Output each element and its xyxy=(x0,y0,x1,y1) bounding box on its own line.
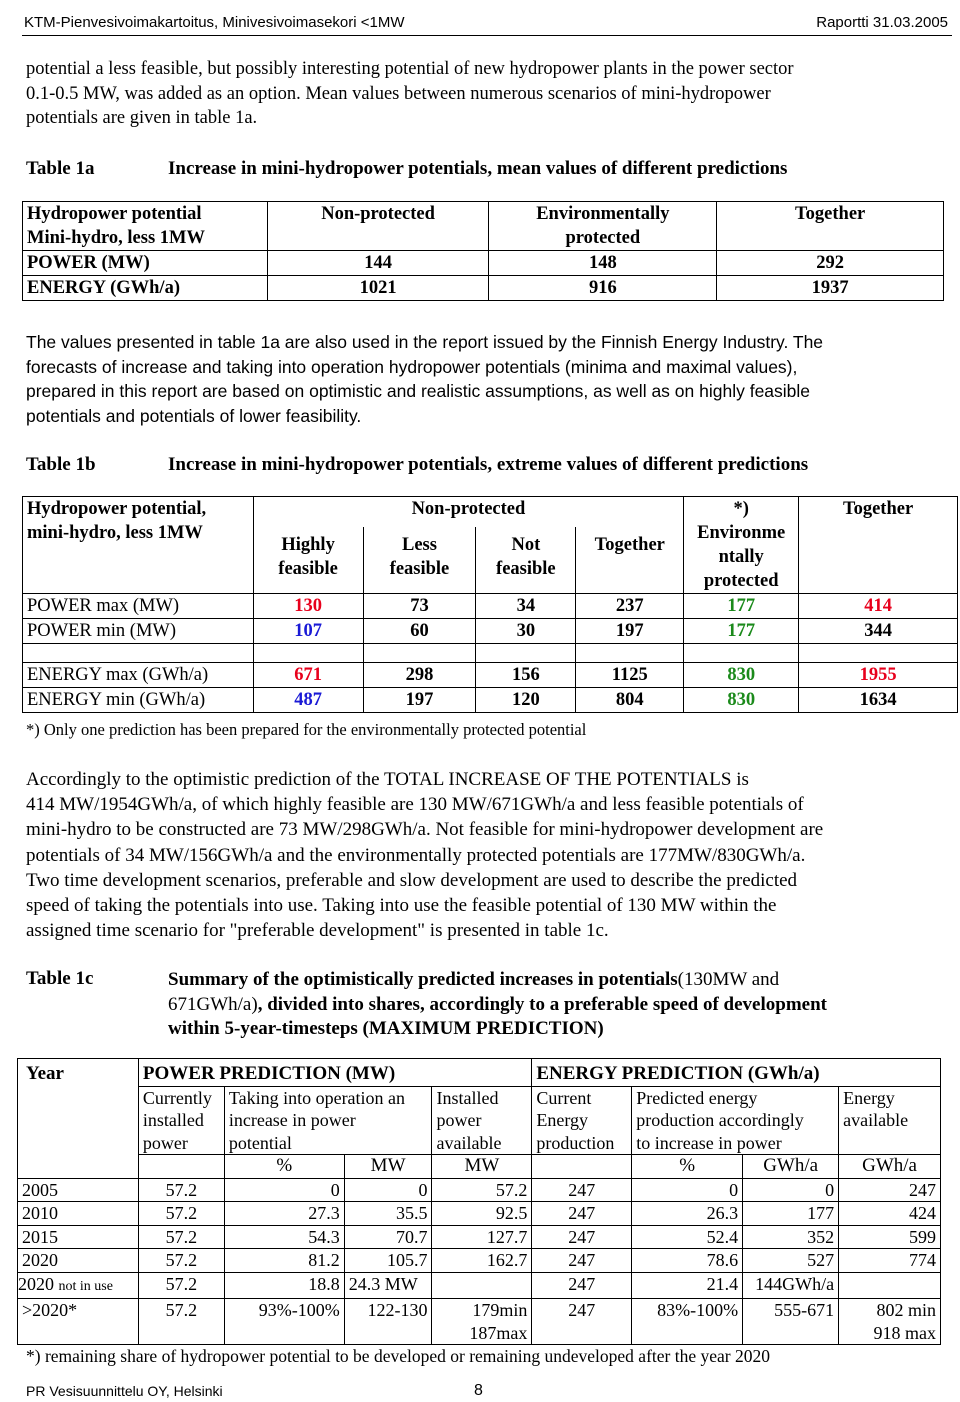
table-cell: 177 xyxy=(684,594,799,619)
table-cell: 179min 187max xyxy=(432,1299,532,1345)
table-cell: 78.6 xyxy=(632,1249,743,1273)
table-header-row xyxy=(23,202,944,251)
header-cell: Current Energy production xyxy=(532,1086,632,1155)
table-cell xyxy=(839,1272,941,1299)
table-cell: 27.3 xyxy=(224,1202,344,1226)
header-cell: Currently installed power xyxy=(138,1086,224,1155)
unit-cell: GWh/a xyxy=(743,1155,839,1179)
table-spacer-row xyxy=(23,644,958,663)
row-label: POWER min (MW) xyxy=(23,619,254,644)
table-cell: 70.7 xyxy=(344,1225,432,1249)
table-cell: 599 xyxy=(839,1225,941,1249)
table-cell: 83%-100% xyxy=(632,1299,743,1345)
page-number: 8 xyxy=(474,1382,483,1399)
table-cell: 57.2 xyxy=(138,1299,224,1345)
table-row xyxy=(18,1225,941,1249)
table-cell: 162.7 xyxy=(432,1249,532,1273)
table-cell: 30 xyxy=(476,619,576,644)
table-cell: 57.2 xyxy=(138,1272,224,1299)
table-cell: 177 xyxy=(743,1202,839,1226)
year-cell: 2020 xyxy=(18,1249,139,1273)
table-cell: 57.2 xyxy=(138,1178,224,1202)
table-cell: 57.2 xyxy=(432,1178,532,1202)
footer-company: PR Vesisuunnittelu OY, Helsinki xyxy=(26,1383,223,1399)
header-date: Raportti 31.03.2005 xyxy=(816,14,948,31)
table-header-row xyxy=(23,497,958,527)
table-row xyxy=(23,688,958,713)
table-cell: 247 xyxy=(839,1178,941,1202)
table1c-footnote: *) remaining share of hydropower potential to be developed or remaining undeveloped after the year 2020 xyxy=(26,1346,770,1366)
unit-cell: GWh/a xyxy=(839,1155,941,1179)
table-cell: 830 xyxy=(684,688,799,713)
body-paragraph xyxy=(26,330,941,428)
table-cell: 73 xyxy=(363,594,476,619)
row-label: ENERGY (GWh/a) xyxy=(23,276,268,301)
table1b-footnote: *) Only one prediction has been prepared for the environmentally protected potential xyxy=(26,720,587,739)
text-line: 414 MW/1954GWh/a, of which highly feasible are 130 MW/671GWh/a and less feasible potentials of xyxy=(26,794,804,816)
header-title: KTM-Pienvesivoimakartoitus, Minivesivoimasekori <1MW xyxy=(24,14,405,31)
table-cell: 122-130 xyxy=(344,1299,432,1345)
table-subheader-row xyxy=(18,1086,941,1155)
table-cell: 54.3 xyxy=(224,1225,344,1249)
table-cell: 237 xyxy=(576,594,684,619)
text-line: potential a less feasible, but possibly interesting potential of new hydropower plants in the power sector xyxy=(26,59,794,79)
header-cell: Together xyxy=(717,202,944,251)
table-cell: 92.5 xyxy=(432,1202,532,1226)
year-cell: 2005 xyxy=(18,1178,139,1202)
table-1a xyxy=(22,201,944,301)
table-cell: 247 xyxy=(532,1249,632,1273)
table-cell: 298 xyxy=(363,663,476,688)
table-cell: 1937 xyxy=(717,276,944,301)
body-paragraph xyxy=(26,767,941,943)
table-cell: 424 xyxy=(839,1202,941,1226)
header-cell: Environmentally protected xyxy=(489,202,717,251)
header-cell: Not feasible xyxy=(476,527,576,594)
table-cell: 148 xyxy=(489,251,717,276)
table-cell: 197 xyxy=(363,688,476,713)
table-cell: 156 xyxy=(476,663,576,688)
text-line: forecasts of increase and taking into operation hydropower potentials (minima and maximal values), xyxy=(26,356,798,377)
unit-cell: % xyxy=(224,1155,344,1179)
text-line: potentials are given in table 1a. xyxy=(26,108,258,128)
text-line: Two time development scenarios, preferable and slow development are used to describe the predicted xyxy=(26,869,798,891)
table-cell: 247 xyxy=(532,1299,632,1345)
intro-paragraph xyxy=(26,57,941,131)
text-line: speed of taking the potentials into use. Taking into use the feasible potential of 130 MW within the xyxy=(26,895,777,917)
table-cell: 34 xyxy=(476,594,576,619)
unit-cell: MW xyxy=(432,1155,532,1179)
header-rule xyxy=(22,35,952,36)
table-cell: 105.7 xyxy=(344,1249,432,1273)
header-cell: Year xyxy=(18,1059,139,1179)
table-cell: 247 xyxy=(532,1225,632,1249)
table-cell: 527 xyxy=(743,1249,839,1273)
text-line: prepared in this report are based on optimistic and realistic assumptions, as well as on highly feasible xyxy=(26,381,811,401)
table-cell: 1634 xyxy=(799,688,958,713)
table-cell: 344 xyxy=(799,619,958,644)
header-cell: Highly feasible xyxy=(253,527,363,594)
table-cell: 487 xyxy=(253,688,363,713)
table-row xyxy=(18,1202,941,1226)
table-row xyxy=(23,251,944,276)
table-cell: 35.5 xyxy=(344,1202,432,1226)
table-cell: 292 xyxy=(717,251,944,276)
table-row xyxy=(18,1272,941,1299)
text-line: assigned time scenario for "preferable development" is presented in table 1c. xyxy=(26,920,609,942)
table-1b xyxy=(22,496,958,713)
table-cell: 57.2 xyxy=(138,1225,224,1249)
table1b-caption: Increase in mini-hydropower potentials, extreme values of different predictions xyxy=(168,454,809,475)
table-1c xyxy=(17,1058,941,1345)
table1a-caption: Increase in mini-hydropower potentials, mean values of different predictions xyxy=(168,158,788,179)
table-units-row xyxy=(18,1155,941,1179)
text-line: potentials of 34 MW/156GWh/a and the environmentally protected potentials are 177MW/830GWh/a. xyxy=(26,844,806,866)
unit-cell: % xyxy=(632,1155,743,1179)
table-cell: 130 xyxy=(253,594,363,619)
year-cell: 2020 not in use xyxy=(18,1272,139,1299)
table1a-label: Table 1a xyxy=(26,158,95,179)
table-cell: 18.8 xyxy=(224,1272,344,1299)
table-cell: 81.2 xyxy=(224,1249,344,1273)
year-cell: >2020* xyxy=(18,1299,139,1345)
table-cell: 57.2 xyxy=(138,1202,224,1226)
table-cell: 247 xyxy=(532,1202,632,1226)
header-cell: ENERGY PREDICTION (GWh/a) xyxy=(532,1059,941,1087)
table-row xyxy=(23,594,958,619)
table-cell: 774 xyxy=(839,1249,941,1273)
text-line: potentials and potentials of lower feasibility. xyxy=(26,405,362,426)
table-cell: 804 xyxy=(576,688,684,713)
table-cell: 1955 xyxy=(799,663,958,688)
table-row xyxy=(23,663,958,688)
table-cell: 916 xyxy=(489,276,717,301)
table-cell: 414 xyxy=(799,594,958,619)
row-label: ENERGY max (GWh/a) xyxy=(23,663,254,688)
row-label: ENERGY min (GWh/a) xyxy=(23,688,254,713)
year-cell: 2010 xyxy=(18,1202,139,1226)
text-line: 0.1-0.5 MW, was added as an option. Mean values between numerous scenarios of mini-hydropower xyxy=(26,83,771,104)
table-row xyxy=(23,276,944,301)
table-cell xyxy=(432,1272,532,1299)
table-cell: 57.2 xyxy=(138,1249,224,1273)
header-cell: Installed power available xyxy=(432,1086,532,1155)
table-cell: 0 xyxy=(632,1178,743,1202)
header-cell: Predicted energy production accordingly to increase in power xyxy=(632,1086,839,1155)
header-cell: Non-protected xyxy=(267,202,489,251)
table-row xyxy=(18,1299,941,1345)
table-cell: 0 xyxy=(344,1178,432,1202)
table-row xyxy=(23,619,958,644)
header-cell: Energy available xyxy=(839,1086,941,1155)
table-row xyxy=(18,1178,941,1202)
table-cell: 52.4 xyxy=(632,1225,743,1249)
table-cell: 671 xyxy=(253,663,363,688)
header-cell: Less feasible xyxy=(363,527,476,594)
table-cell: 1021 xyxy=(267,276,489,301)
table-cell: 352 xyxy=(743,1225,839,1249)
table-cell: 247 xyxy=(532,1178,632,1202)
table-cell: 93%-100% xyxy=(224,1299,344,1345)
table-cell: 107 xyxy=(253,619,363,644)
year-cell: 2015 xyxy=(18,1225,139,1249)
table-cell: 144GWh/a xyxy=(743,1272,839,1299)
table-cell: 0 xyxy=(743,1178,839,1202)
table-cell: 127.7 xyxy=(432,1225,532,1249)
table-cell: 1125 xyxy=(576,663,684,688)
table-cell: 802 min 918 max xyxy=(839,1299,941,1345)
header-cell: Together xyxy=(799,497,958,594)
table-cell: 197 xyxy=(576,619,684,644)
header-cell: POWER PREDICTION (MW) xyxy=(138,1059,531,1087)
table-cell: 177 xyxy=(684,619,799,644)
table-cell: 120 xyxy=(476,688,576,713)
table-cell: 247 xyxy=(532,1272,632,1299)
row-label: POWER (MW) xyxy=(23,251,268,276)
header-cell: Together xyxy=(576,527,684,594)
table-cell: 21.4 xyxy=(632,1272,743,1299)
table1b-label: Table 1b xyxy=(26,454,96,475)
table-cell: 144 xyxy=(267,251,489,276)
text-line: The values presented in table 1a are also used in the report issued by the Finnish Energy Industry. The xyxy=(26,332,824,352)
text-line: mini-hydro to be constructed are 73 MW/298GWh/a. Not feasible for mini-hydropower development are xyxy=(26,819,824,841)
table-row xyxy=(18,1249,941,1273)
table1c-caption: Summary of the optimistically predicted increases in potentials(130MW and 671GWh/a), divided into shares, accordingly to a preferable speed of development within 5-year-timesteps (MAXIMUM PREDICTION) xyxy=(168,969,827,1039)
text-line: Accordingly to the optimistic prediction of the TOTAL INCREASE OF THE POTENTIALS is xyxy=(26,769,749,790)
header-cell: Hydropower potential, mini-hydro, less 1MW xyxy=(23,497,254,594)
table-cell: 555-671 xyxy=(743,1299,839,1345)
table-cell: 26.3 xyxy=(632,1202,743,1226)
header-cell: Taking into operation an increase in power potential xyxy=(224,1086,432,1155)
table-cell: 60 xyxy=(363,619,476,644)
table-cell: 830 xyxy=(684,663,799,688)
row-label: POWER max (MW) xyxy=(23,594,254,619)
header-cell: *) Environme ntally protected xyxy=(684,497,799,594)
header-cell: Hydropower potential Mini-hydro, less 1MW xyxy=(23,202,268,251)
table-cell: 0 xyxy=(224,1178,344,1202)
table-cell: 24.3 MW xyxy=(344,1272,432,1299)
table-header-row xyxy=(18,1059,941,1087)
unit-cell: MW xyxy=(344,1155,432,1179)
table1c-label: Table 1c xyxy=(26,968,94,989)
header-cell: Non-protected xyxy=(253,497,684,527)
